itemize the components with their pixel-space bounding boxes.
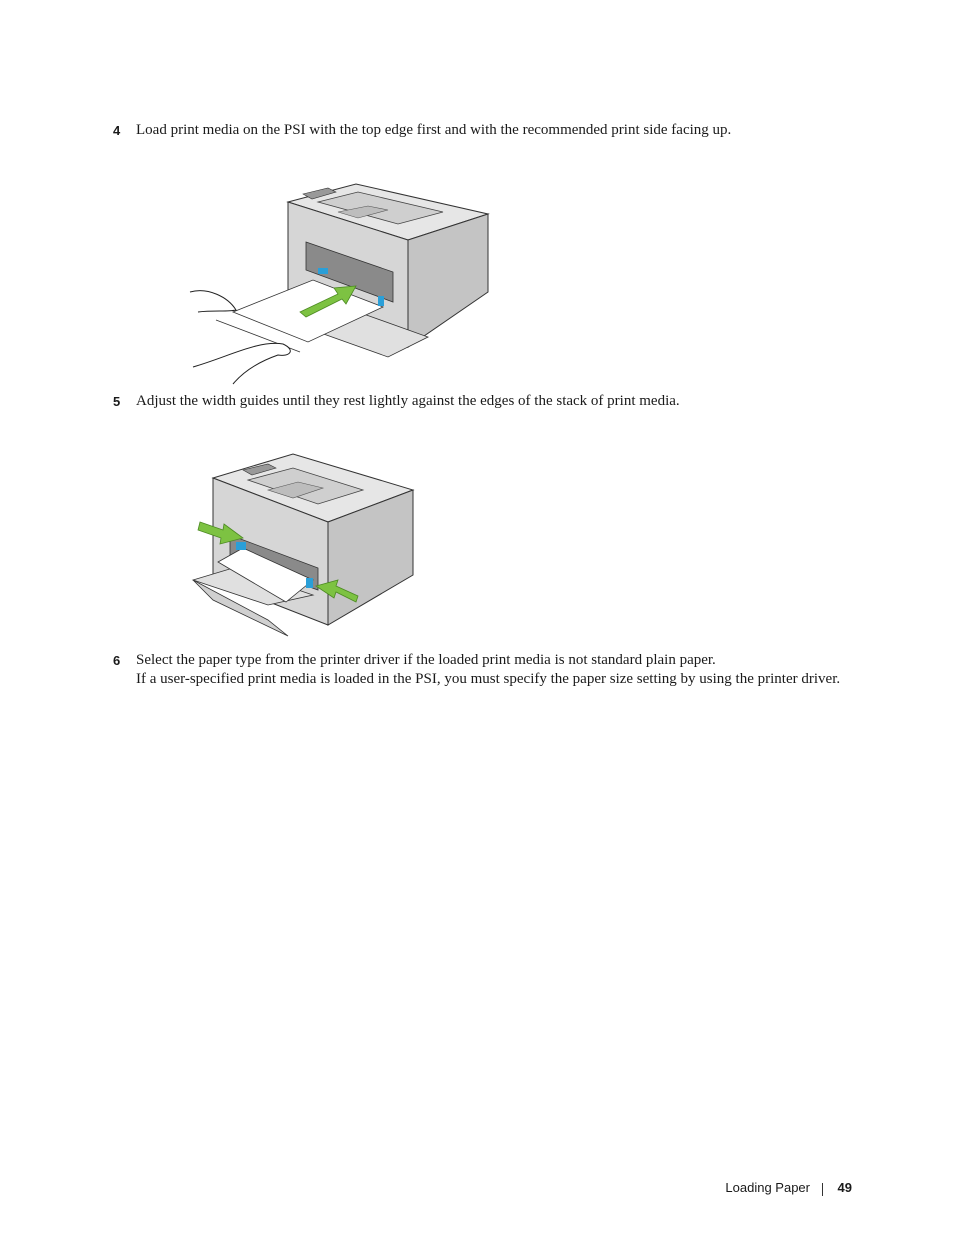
step-number: 6 [113,653,121,668]
step-text: Adjust the width guides until they rest lightly against the edges of the stack of print media. [136,393,680,409]
footer-separator [822,1183,823,1196]
step-6 [113,651,843,689]
step-text: Select the paper type from the printer driver if the loaded print media is not standard plain paper. [136,652,716,668]
step-number: 4 [113,123,121,138]
printer-width-guides-illustration [188,440,418,640]
page-footer [690,1180,860,1200]
step-note: If a user-specified print media is loaded in the PSI, you must specify the paper size setting by using the printer driver. [136,671,841,687]
step-5 [113,392,843,411]
footer-section-title: Loading Paper [725,1180,810,1195]
step-number: 5 [113,394,121,409]
printer-loading-paper-illustration [188,162,493,387]
page-number: 49 [837,1180,852,1195]
step-text: Load print media on the PSI with the top edge first and with the recommended print side facing up. [136,122,732,138]
step-4 [113,121,843,140]
